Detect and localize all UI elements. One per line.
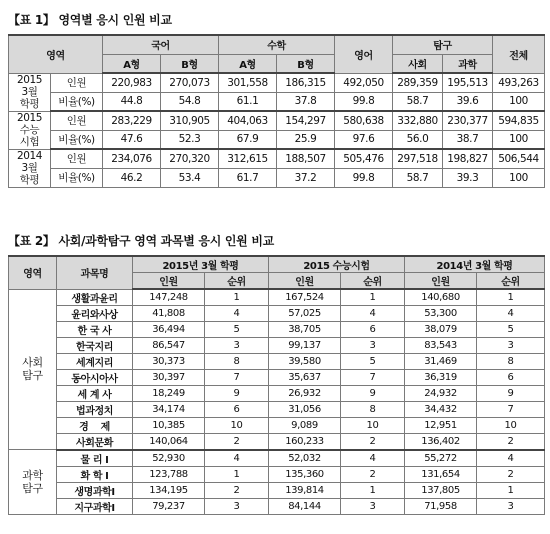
table2-count-cell: 36,319 — [405, 369, 477, 385]
t2-header-area: 영역 — [9, 256, 57, 289]
t2-header-people-1: 인원 — [133, 273, 205, 290]
table2-count-cell: 53,300 — [405, 305, 477, 321]
table2-rank-cell: 2 — [477, 433, 545, 450]
table1-row — [9, 73, 545, 92]
t2-header-2015-suneung: 2015 수능시험 — [269, 256, 405, 273]
table2-rank-cell: 2 — [477, 466, 545, 482]
table1-cell: 312,615 — [219, 149, 277, 168]
table2-count-cell: 84,144 — [269, 498, 341, 514]
table1-row — [9, 111, 545, 130]
table2-count-cell: 10,385 — [133, 417, 205, 433]
table2-count-cell: 12,951 — [405, 417, 477, 433]
table1-group-label: 2014 3월 학평 — [9, 149, 51, 187]
table2-subject: 세 계 사 — [57, 385, 133, 401]
table2-row — [9, 450, 545, 467]
table1-cell: 195,513 — [443, 73, 493, 92]
table1-cell: 67.9 — [219, 130, 277, 149]
t1-header-social: 사회 — [393, 54, 443, 73]
table2-count-cell: 160,233 — [269, 433, 341, 450]
t2-header-2015-march: 2015년 3월 학평 — [133, 256, 269, 273]
table2-rank-cell: 9 — [477, 385, 545, 401]
table2-count-cell: 140,064 — [133, 433, 205, 450]
table1-group-label: 2015 3월 학평 — [9, 73, 51, 111]
table2-rank-cell: 7 — [477, 401, 545, 417]
table2-count-cell: 35,637 — [269, 369, 341, 385]
table2-count-cell: 136,402 — [405, 433, 477, 450]
t1-header-english: 영어 — [335, 35, 393, 73]
table2-rank-cell: 3 — [477, 337, 545, 353]
table2-count-cell: 83,543 — [405, 337, 477, 353]
t2-header-rank-2: 순위 — [341, 273, 405, 290]
table2-count-cell: 134,195 — [133, 482, 205, 498]
table1-cell: 47.6 — [103, 130, 161, 149]
table1-cell: 220,983 — [103, 73, 161, 92]
table1-cell: 61.7 — [219, 168, 277, 187]
table2-count-cell: 99,137 — [269, 337, 341, 353]
table1-metric-label: 인원 — [51, 149, 103, 168]
t2-header-people-3: 인원 — [405, 273, 477, 290]
table2-group-label: 과학 탐구 — [9, 450, 57, 515]
table1-cell: 301,558 — [219, 73, 277, 92]
table2-rank-cell: 6 — [477, 369, 545, 385]
table2-rank-cell: 2 — [341, 433, 405, 450]
t1-header-math-b: B형 — [277, 54, 335, 73]
table1-cell: 100 — [493, 130, 545, 149]
table2-count-cell: 55,272 — [405, 450, 477, 467]
t1-header-inquiry: 탐구 — [393, 35, 493, 54]
table1-cell: 234,076 — [103, 149, 161, 168]
t1-header-korean-a: A형 — [103, 54, 161, 73]
table2-count-cell: 79,237 — [133, 498, 205, 514]
table2-subject: 지구과학Ⅰ — [57, 498, 133, 514]
table2-count-cell: 147,248 — [133, 289, 205, 305]
table1-cell: 61.1 — [219, 92, 277, 111]
table2-row — [9, 321, 545, 337]
table2-subject: 한 국 사 — [57, 321, 133, 337]
table2-rank-cell: 4 — [205, 450, 269, 467]
table1-cell: 297,518 — [393, 149, 443, 168]
table2-count-cell: 41,808 — [133, 305, 205, 321]
table1-group-label: 2015 수능 시험 — [9, 111, 51, 149]
table2-count-cell: 18,249 — [133, 385, 205, 401]
table2-count-cell: 31,056 — [269, 401, 341, 417]
table2-rank-cell: 5 — [341, 353, 405, 369]
table1-row — [9, 168, 545, 187]
table1-cell: 230,377 — [443, 111, 493, 130]
table2-row — [9, 482, 545, 498]
table2-subject: 윤리와사상 — [57, 305, 133, 321]
table1-cell: 53.4 — [161, 168, 219, 187]
table1-cell: 310,905 — [161, 111, 219, 130]
table1-cell: 99.8 — [335, 168, 393, 187]
table2-rank-cell: 9 — [341, 385, 405, 401]
table2-count-cell: 38,079 — [405, 321, 477, 337]
table2-rank-cell: 3 — [477, 498, 545, 514]
table2-count-cell: 131,654 — [405, 466, 477, 482]
table2-subject: 경 제 — [57, 417, 133, 433]
table2-rank-cell: 1 — [205, 466, 269, 482]
table1-cell: 46.2 — [103, 168, 161, 187]
table2-subject: 사회문화 — [57, 433, 133, 450]
table2-count-cell: 31,469 — [405, 353, 477, 369]
table2-row — [9, 417, 545, 433]
table2-count-cell: 123,788 — [133, 466, 205, 482]
table1-cell: 332,880 — [393, 111, 443, 130]
t1-header-korean: 국어 — [103, 35, 219, 54]
table1-cell: 270,073 — [161, 73, 219, 92]
table2-count-cell: 137,805 — [405, 482, 477, 498]
table2-caption: 【표 2】 사회/과학탐구 영역 과목별 응시 인원 비교 — [8, 234, 274, 248]
table1-caption: 【표 1】 영역별 응시 인원 비교 — [8, 13, 172, 27]
table2-subject: 동아시아사 — [57, 369, 133, 385]
table2 — [8, 255, 545, 515]
table2-row — [9, 433, 545, 450]
table1-cell: 506,544 — [493, 149, 545, 168]
t2-header-rank-3: 순위 — [477, 273, 545, 290]
table2-count-cell: 34,174 — [133, 401, 205, 417]
table1-metric-label: 비율(%) — [51, 168, 103, 187]
table1-cell: 52.3 — [161, 130, 219, 149]
table2-count-cell: 167,524 — [269, 289, 341, 305]
table2-row — [9, 305, 545, 321]
table2-count-cell: 140,680 — [405, 289, 477, 305]
table2-group-label: 사회 탐구 — [9, 289, 57, 450]
table2-rank-cell: 3 — [205, 337, 269, 353]
table2-rank-cell: 3 — [341, 337, 405, 353]
table1-cell: 39.3 — [443, 168, 493, 187]
table2-count-cell: 38,705 — [269, 321, 341, 337]
table1-cell: 404,063 — [219, 111, 277, 130]
table2-rank-cell: 3 — [341, 498, 405, 514]
table2-rank-cell: 4 — [205, 305, 269, 321]
table2-subject: 생활과윤리 — [57, 289, 133, 305]
table1-cell: 505,476 — [335, 149, 393, 168]
table1-row — [9, 130, 545, 149]
table2-rank-cell: 5 — [477, 321, 545, 337]
table1-cell: 186,315 — [277, 73, 335, 92]
table2-subject: 화 학 Ⅰ — [57, 466, 133, 482]
table2-rank-cell: 2 — [205, 482, 269, 498]
table2-rank-cell: 4 — [341, 450, 405, 467]
table1-cell: 188,507 — [277, 149, 335, 168]
table1-cell: 37.2 — [277, 168, 335, 187]
table2-rank-cell: 1 — [205, 289, 269, 305]
table2-rank-cell: 7 — [205, 369, 269, 385]
table1-cell: 100 — [493, 92, 545, 111]
table2-count-cell: 30,373 — [133, 353, 205, 369]
table1-row — [9, 149, 545, 168]
t2-header-subject: 과목명 — [57, 256, 133, 289]
table1-metric-label: 비율(%) — [51, 92, 103, 111]
t1-header-korean-b: B형 — [161, 54, 219, 73]
table2-row — [9, 369, 545, 385]
table2-row — [9, 498, 545, 514]
table2-count-cell: 139,814 — [269, 482, 341, 498]
table1-cell: 97.6 — [335, 130, 393, 149]
table2-rank-cell: 2 — [205, 433, 269, 450]
table1-cell: 37.8 — [277, 92, 335, 111]
t2-header-2014-march: 2014년 3월 학평 — [405, 256, 545, 273]
table2-row — [9, 401, 545, 417]
table1-cell: 492,050 — [335, 73, 393, 92]
table2-rank-cell: 8 — [477, 353, 545, 369]
table2-rank-cell: 10 — [341, 417, 405, 433]
table2-count-cell: 26,932 — [269, 385, 341, 401]
table2-count-cell: 36,494 — [133, 321, 205, 337]
table2-rank-cell: 4 — [341, 305, 405, 321]
table1-cell: 54.8 — [161, 92, 219, 111]
table2-rank-cell: 5 — [205, 321, 269, 337]
table1-cell: 25.9 — [277, 130, 335, 149]
table2-subject: 물 리 Ⅰ — [57, 450, 133, 467]
table1-row — [9, 92, 545, 111]
table2-row — [9, 353, 545, 369]
table1-cell: 493,263 — [493, 73, 545, 92]
table2-rank-cell: 1 — [477, 289, 545, 305]
table1-metric-label: 비율(%) — [51, 130, 103, 149]
table1-cell: 270,320 — [161, 149, 219, 168]
table1-cell: 580,638 — [335, 111, 393, 130]
table2-rank-cell: 6 — [205, 401, 269, 417]
table1-metric-label: 인원 — [51, 111, 103, 130]
table1-cell: 44.8 — [103, 92, 161, 111]
table2-rank-cell: 4 — [477, 305, 545, 321]
table2-subject: 법과정치 — [57, 401, 133, 417]
table2-row — [9, 466, 545, 482]
t1-header-total: 전체 — [493, 35, 545, 73]
table1-cell: 154,297 — [277, 111, 335, 130]
table2-subject: 한국지리 — [57, 337, 133, 353]
table1-cell: 58.7 — [393, 92, 443, 111]
table2-rank-cell: 3 — [205, 498, 269, 514]
t1-header-area: 영역 — [9, 35, 103, 73]
table2-row — [9, 337, 545, 353]
table1 — [8, 34, 545, 188]
table2-count-cell: 71,958 — [405, 498, 477, 514]
table2-rank-cell: 10 — [477, 417, 545, 433]
table2-count-cell: 30,397 — [133, 369, 205, 385]
table2-rank-cell: 2 — [341, 466, 405, 482]
table2-count-cell: 24,932 — [405, 385, 477, 401]
table2-count-cell: 86,547 — [133, 337, 205, 353]
table2-count-cell: 9,089 — [269, 417, 341, 433]
table2-row — [9, 289, 545, 305]
table2-rank-cell: 8 — [341, 401, 405, 417]
table1-cell: 289,359 — [393, 73, 443, 92]
table2-rank-cell: 1 — [341, 482, 405, 498]
table1-cell: 198,827 — [443, 149, 493, 168]
table2-rank-cell: 1 — [341, 289, 405, 305]
table2-count-cell: 34,432 — [405, 401, 477, 417]
table2-count-cell: 52,930 — [133, 450, 205, 467]
t1-header-math: 수학 — [219, 35, 335, 54]
table1-cell: 38.7 — [443, 130, 493, 149]
table2-count-cell: 135,360 — [269, 466, 341, 482]
table1-cell: 594,835 — [493, 111, 545, 130]
table2-count-cell: 39,580 — [269, 353, 341, 369]
table2-subject: 생명과학Ⅰ — [57, 482, 133, 498]
t1-header-science: 과학 — [443, 54, 493, 73]
table2-count-cell: 57,025 — [269, 305, 341, 321]
table1-metric-label: 인원 — [51, 73, 103, 92]
table2-count-cell: 52,032 — [269, 450, 341, 467]
table1-cell: 58.7 — [393, 168, 443, 187]
table1-cell: 56.0 — [393, 130, 443, 149]
table2-rank-cell: 9 — [205, 385, 269, 401]
table1-cell: 99.8 — [335, 92, 393, 111]
table1-cell: 283,229 — [103, 111, 161, 130]
table2-rank-cell: 10 — [205, 417, 269, 433]
table2-rank-cell: 8 — [205, 353, 269, 369]
t2-header-people-2: 인원 — [269, 273, 341, 290]
t1-header-math-a: A형 — [219, 54, 277, 73]
table2-rank-cell: 1 — [477, 482, 545, 498]
table1-cell: 100 — [493, 168, 545, 187]
table2-rank-cell: 7 — [341, 369, 405, 385]
table2-subject: 세계지리 — [57, 353, 133, 369]
table1-cell: 39.6 — [443, 92, 493, 111]
table2-row — [9, 385, 545, 401]
table2-rank-cell: 4 — [477, 450, 545, 467]
table2-rank-cell: 6 — [341, 321, 405, 337]
t2-header-rank-1: 순위 — [205, 273, 269, 290]
